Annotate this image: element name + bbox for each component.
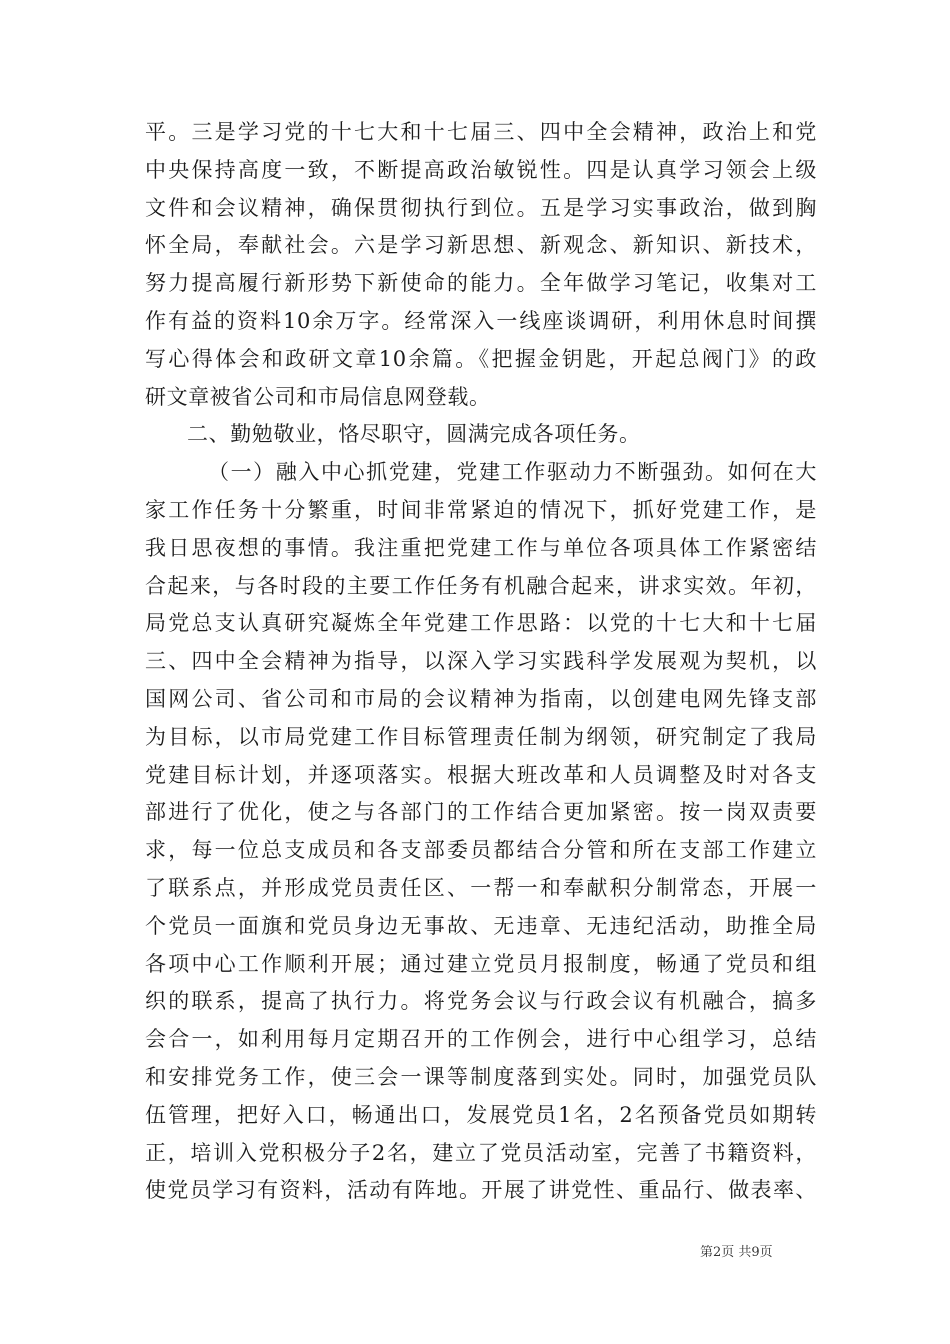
- text-line: 求，每一位总支成员和各支部委员都结合分管和所在支部工作建立: [145, 838, 817, 863]
- text-line: 局党总支认真研究凝炼全年党建工作思路：以党的十七大和十七届: [145, 611, 817, 636]
- text-line: 怀全局，奉献社会。六是学习新思想、新观念、新知识、新技术，: [145, 233, 817, 258]
- text-line: 部进行了优化，使之与各部门的工作结合更加紧密。按一岗双责要: [145, 800, 817, 825]
- text-line: 伍管理，把好入口，畅通出口，发展党员1名，2名预备党员如期转: [145, 1102, 817, 1127]
- section-heading: [145, 416, 817, 454]
- text-line: 个党员一面旗和党员身边无事故、无违章、无违纪活动，助推全局: [145, 913, 817, 938]
- text-line: 和安排党务工作，使三会一课等制度落到实处。同时，加强党员队: [145, 1064, 817, 1089]
- text-line: 织的联系，提高了执行力。将党务会议与行政会议有机融合，搞多: [145, 989, 817, 1014]
- paragraph-study: [145, 114, 817, 416]
- text-line: 为目标，以市局党建工作目标管理责任制为纲领，研究制定了我局: [145, 724, 817, 749]
- text-line: 党建目标计划，并逐项落实。根据大班改革和人员调整及时对各支: [145, 762, 817, 787]
- text-line: 研文章被省公司和市局信息网登载。: [145, 384, 491, 409]
- text-line: 使党员学习有资料，活动有阵地。开展了讲党性、重品行、做表率、: [145, 1178, 817, 1203]
- text-line: 各项中心工作顺利开展；通过建立党员月报制度，畅通了党员和组: [145, 951, 817, 976]
- text-line: 努力提高履行新形势下新使命的能力。全年做学习笔记，收集对工: [145, 271, 817, 296]
- paragraph-party-building: [145, 454, 817, 1210]
- section-heading-text: 二、勤勉敬业，恪尽职守，圆满完成各项任务。: [187, 422, 641, 447]
- text-line: 合起来，与各时段的主要工作任务有机融合起来，讲求实效。年初，: [145, 573, 817, 598]
- text-line: 国网公司、省公司和市局的会议精神为指南，以创建电网先锋支部: [145, 686, 817, 711]
- text-line: 平。三是学习党的十七大和十七届三、四中全会精神，政治上和党: [145, 120, 817, 144]
- text-line: 文件和会议精神，确保贯彻执行到位。五是学习实事政治，做到胸: [145, 195, 817, 220]
- text-line: 中央保持高度一致，不断提高政治敏锐性。四是认真学习领会上级: [145, 157, 817, 182]
- text-line: 正，培训入党积极分子2名，建立了党员活动室，完善了书籍资料，: [145, 1140, 817, 1165]
- page-number-footer: 第2页 共9页: [700, 1245, 773, 1260]
- text-line: 作有益的资料10余万字。经常深入一线座谈调研，利用休息时间撰: [145, 308, 817, 333]
- document-body: [145, 114, 817, 1210]
- text-line: 会合一，如利用每月定期召开的工作例会，进行中心组学习，总结: [145, 1027, 817, 1052]
- text-line: 写心得体会和政研文章10余篇。《把握金钥匙，开起总阀门》的政: [145, 346, 817, 371]
- text-line: 三、四中全会精神为指导，以深入学习实践科学发展观为契机，以: [145, 649, 817, 674]
- text-line: 了联系点，并形成党员责任区、一帮一和奉献积分制常态，开展一: [145, 875, 817, 900]
- text-line: 我日思夜想的事情。我注重把党建工作与单位各项具体工作紧密结: [145, 535, 817, 560]
- text-line: （一）融入中心抓党建，党建工作驱动力不断强劲。如何在大: [208, 460, 817, 485]
- text-line: 家工作任务十分繁重，时间非常紧迫的情况下，抓好党建工作，是: [145, 497, 817, 522]
